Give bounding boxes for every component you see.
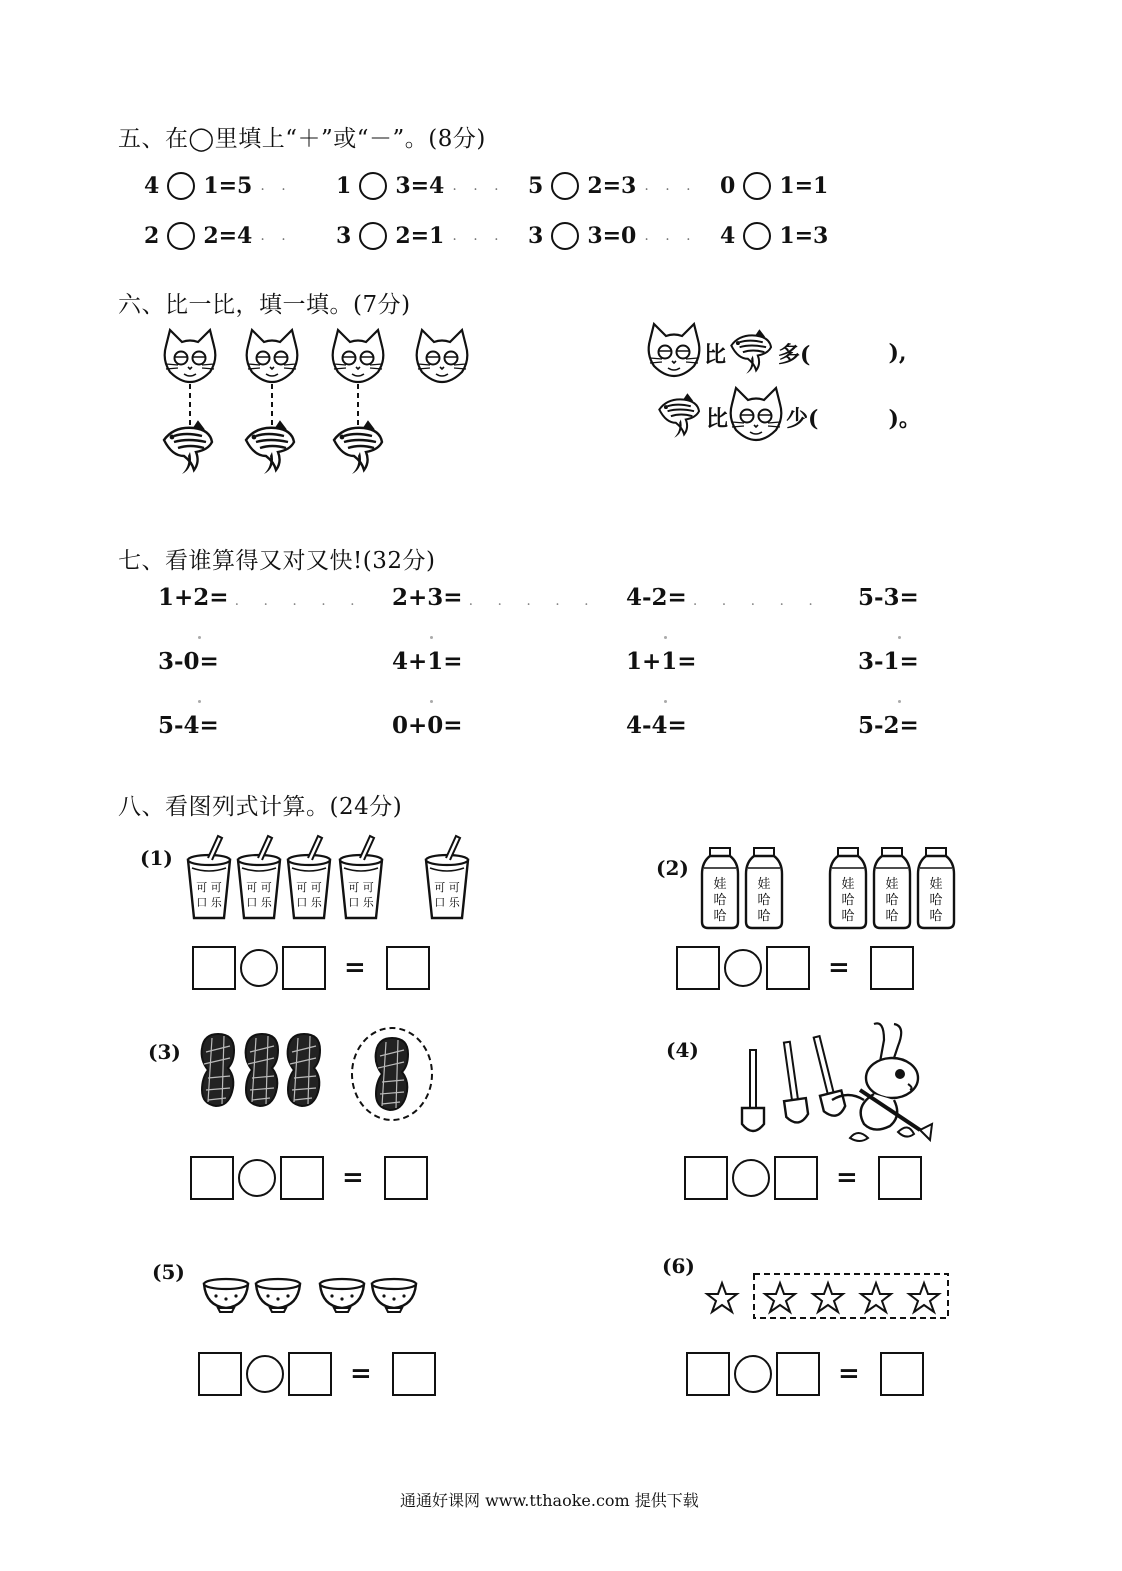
answer-box[interactable] [686, 1352, 730, 1396]
svg-text:哈: 哈 [713, 893, 727, 908]
equation-5-6: 3 2=1 . . . [336, 223, 505, 249]
answer-formula-2 [676, 946, 914, 990]
equals-sign: = [342, 1163, 364, 1193]
answer-box[interactable] [684, 1156, 728, 1200]
equals-sign: = [828, 953, 850, 983]
answer-box[interactable] [288, 1352, 332, 1396]
problem-label: (2) [656, 856, 689, 880]
operator-circle[interactable] [238, 1159, 276, 1197]
svg-text:哈: 哈 [841, 909, 855, 924]
equation-5-4: 0 1=1 [720, 173, 829, 199]
bottle-icon [746, 848, 782, 928]
dot [664, 636, 667, 639]
cup-icon [288, 836, 330, 918]
answer-formula-3 [190, 1156, 428, 1200]
svg-text:哈: 哈 [757, 893, 771, 908]
calc-problem: 5-4= [158, 712, 219, 739]
answer-box[interactable] [386, 946, 430, 990]
svg-text:可 可: 可 可 [196, 881, 222, 894]
svg-text:口 乐: 口 乐 [434, 896, 460, 909]
svg-text:哈: 哈 [929, 909, 943, 924]
bowl-icon [320, 1279, 364, 1312]
svg-text:娃: 娃 [757, 877, 771, 892]
compare-sentence-more: 比 多( ), [648, 328, 907, 378]
cat-icon [730, 392, 784, 442]
shovel-icon [776, 1041, 809, 1124]
answer-formula-6 [686, 1352, 924, 1396]
equation-5-3: 5 2=3 . . . [528, 173, 697, 199]
calc-problem: 4+1= [392, 648, 463, 675]
answer-formula-5 [198, 1352, 436, 1396]
fish-icon [330, 422, 388, 476]
answer-box[interactable] [776, 1352, 820, 1396]
svg-text:口 乐: 口 乐 [246, 896, 272, 909]
operator-circle[interactable] [732, 1159, 770, 1197]
dot [430, 700, 433, 703]
blank-circle[interactable] [551, 172, 579, 200]
peanut-icon [202, 1034, 234, 1106]
answer-box[interactable] [392, 1352, 436, 1396]
operator-circle[interactable] [724, 949, 762, 987]
svg-text:哈: 哈 [929, 893, 943, 908]
bottle-icon [702, 848, 738, 928]
fish-icon [160, 422, 218, 476]
equals-sign: = [838, 1359, 860, 1389]
answer-box[interactable] [192, 946, 236, 990]
section5-title: 五、在◯里填上“＋”或“－”。(8分) [118, 126, 486, 152]
calc-problem: 5-2= [858, 712, 919, 739]
star-icon [707, 1283, 737, 1312]
blank-circle[interactable] [551, 222, 579, 250]
cola-cups-picture [184, 832, 484, 922]
section8-title: 八、看图列式计算。(24分) [118, 794, 403, 820]
star-icon [765, 1283, 795, 1312]
svg-text:娃: 娃 [713, 877, 727, 892]
equals-sign: = [836, 1163, 858, 1193]
rabbit-shovels-picture [734, 1020, 934, 1144]
equation-5-5: 2 2=4 . . [144, 223, 292, 249]
peanuts-picture [196, 1024, 440, 1124]
answer-formula-1 [192, 946, 430, 990]
fish-icon [656, 393, 704, 441]
stars-picture [704, 1272, 952, 1322]
star-icon [861, 1283, 891, 1312]
blank-circle[interactable] [359, 172, 387, 200]
svg-text:哈: 哈 [757, 909, 771, 924]
fish-icon [728, 329, 776, 377]
calc-problem: 0+0= [392, 712, 463, 739]
problem-label: (3) [148, 1040, 181, 1064]
peanut-icon [288, 1034, 320, 1106]
bowl-icon [256, 1279, 300, 1312]
bowl-icon [372, 1279, 416, 1312]
fish-icon [242, 422, 300, 476]
svg-text:口 乐: 口 乐 [296, 896, 322, 909]
equation-5-1: 4 1=5 . . [144, 173, 292, 199]
calc-problem: 4-4= [626, 712, 687, 739]
footer-text: 通通好课网 www.tthaoke.com 提供下载 [400, 1491, 699, 1510]
bowl-icon [204, 1279, 248, 1312]
dot [198, 700, 201, 703]
answer-box[interactable] [878, 1156, 922, 1200]
calc-problem: 2+3= . . . . . [392, 584, 599, 611]
equation-5-2: 1 3=4 . . . [336, 173, 505, 199]
peanut-icon [376, 1038, 408, 1110]
answer-box[interactable] [198, 1352, 242, 1396]
calc-problem: 3-1= [858, 648, 919, 675]
star-icon [813, 1283, 843, 1312]
svg-text:娃: 娃 [841, 877, 855, 892]
problem-label: (4) [666, 1038, 699, 1062]
answer-box[interactable] [384, 1156, 428, 1200]
svg-text:可 可: 可 可 [434, 881, 460, 894]
answer-box[interactable] [282, 946, 326, 990]
svg-text:哈: 哈 [885, 893, 899, 908]
svg-text:娃: 娃 [885, 877, 899, 892]
svg-text:可 可: 可 可 [246, 881, 272, 894]
answer-box[interactable] [774, 1156, 818, 1200]
answer-box[interactable] [190, 1156, 234, 1200]
svg-text:可 可: 可 可 [348, 881, 374, 894]
svg-text:口 乐: 口 乐 [196, 896, 222, 909]
peanut-icon [246, 1034, 278, 1106]
cat-icon [332, 334, 388, 386]
answer-box[interactable] [280, 1156, 324, 1200]
section6-title: 六、比一比，填一填。(7分) [118, 292, 411, 318]
bottle-icon [918, 848, 954, 928]
blank-circle[interactable] [167, 172, 195, 200]
calc-problem: 1+2= . . . . . [158, 584, 365, 611]
equals-sign: = [350, 1359, 372, 1389]
operator-circle[interactable] [734, 1355, 772, 1393]
operator-circle[interactable] [240, 949, 278, 987]
equals-sign: = [344, 953, 366, 983]
dot [898, 636, 901, 639]
dot [898, 700, 901, 703]
cup-icon [188, 836, 230, 918]
cup-icon [238, 836, 280, 918]
equation-5-8: 4 1=3 [720, 223, 829, 249]
dot [664, 700, 667, 703]
bottle-icon [874, 848, 910, 928]
svg-text:哈: 哈 [713, 909, 727, 924]
bowls-picture [200, 1272, 426, 1316]
dot [198, 636, 201, 639]
answer-box[interactable] [880, 1352, 924, 1396]
svg-text:口 乐: 口 乐 [348, 896, 374, 909]
answer-box[interactable] [676, 946, 720, 990]
section7-title: 七、看谁算得又对又快!(32分) [118, 548, 436, 574]
problem-label: (5) [152, 1260, 185, 1284]
answer-formula-4 [684, 1156, 922, 1200]
rabbit-icon [832, 1023, 932, 1141]
cup-icon [426, 836, 468, 918]
blank-circle[interactable] [743, 222, 771, 250]
cat-icon [246, 334, 302, 386]
compare-sentence-less: 比 少( )。 [656, 392, 921, 442]
shovel-icon [806, 1034, 847, 1118]
svg-text:娃: 娃 [929, 877, 943, 892]
shovel-icon [742, 1050, 764, 1131]
svg-text:可 可: 可 可 [296, 881, 322, 894]
blank-circle[interactable] [743, 172, 771, 200]
bottle-icon [830, 848, 866, 928]
cat-icon [648, 328, 702, 378]
svg-text:哈: 哈 [841, 893, 855, 908]
problem-label: (1) [140, 846, 173, 870]
blank-circle[interactable] [167, 222, 195, 250]
calc-problem: 1+1= [626, 648, 697, 675]
cup-icon [340, 836, 382, 918]
answer-box[interactable] [766, 946, 810, 990]
star-icon [909, 1283, 939, 1312]
wahaha-bottles-picture [698, 846, 958, 930]
calc-problem: 4-2= . . . . . [626, 584, 823, 611]
operator-circle[interactable] [246, 1355, 284, 1393]
calc-problem: 3-0= [158, 648, 219, 675]
cat-icon [416, 334, 472, 386]
answer-box[interactable] [870, 946, 914, 990]
svg-text:哈: 哈 [885, 909, 899, 924]
equation-5-7: 3 3=0 . . . [528, 223, 697, 249]
blank-circle[interactable] [359, 222, 387, 250]
cat-icon [164, 334, 220, 386]
dot [430, 636, 433, 639]
problem-label: (6) [662, 1254, 695, 1278]
calc-problem: 5-3= [858, 584, 919, 611]
